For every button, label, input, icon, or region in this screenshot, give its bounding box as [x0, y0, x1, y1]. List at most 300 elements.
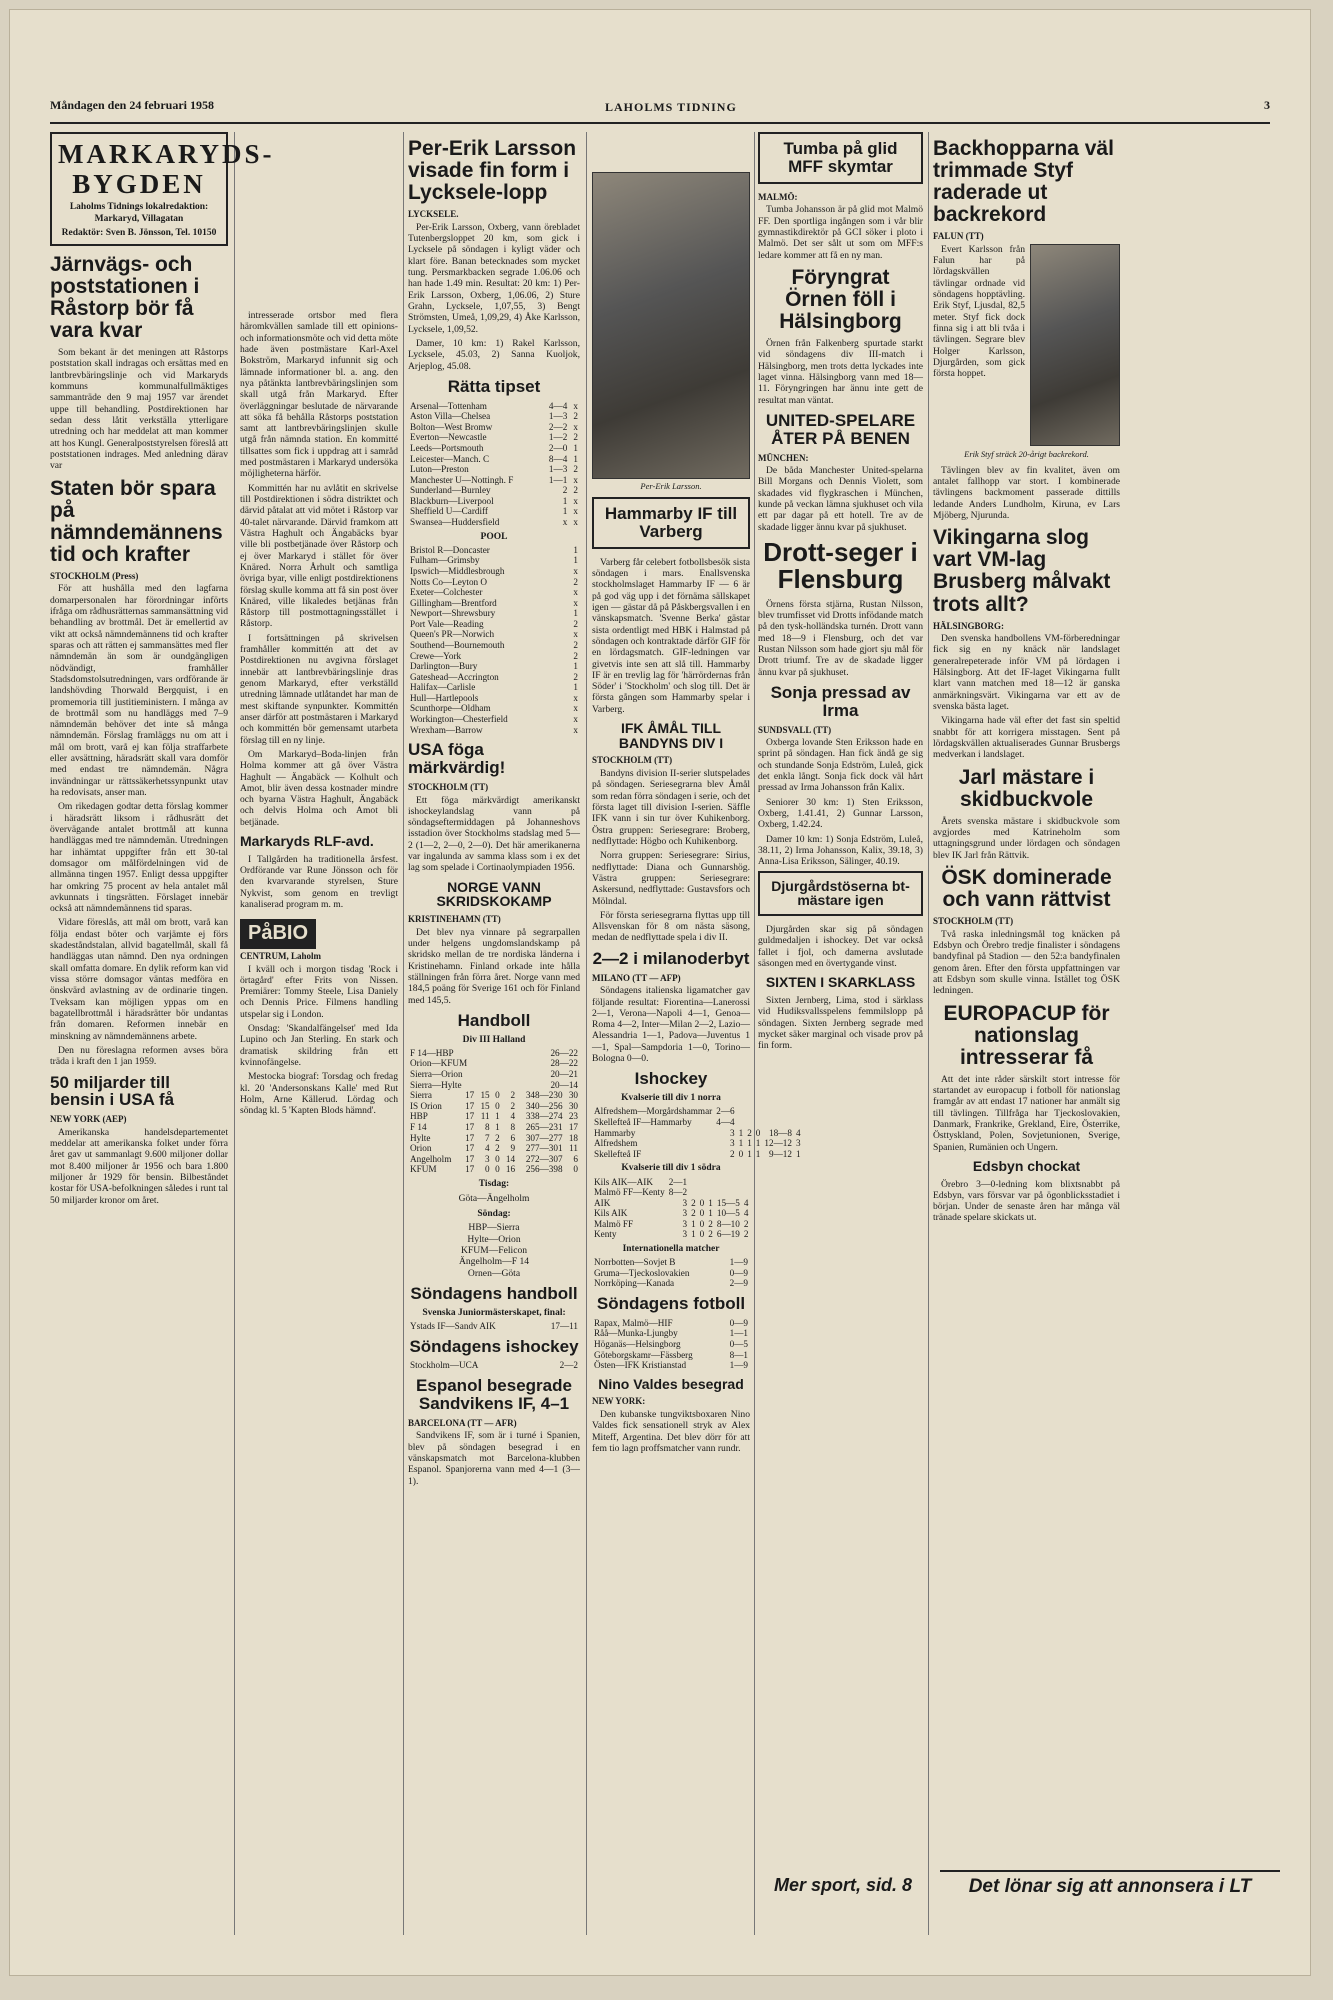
photo-caption: Per-Erik Larsson. — [640, 481, 702, 491]
headline-espanol: Espanol besegrade Sandvikens IF, 4–1 — [416, 1376, 572, 1413]
handboll-result-row — [408, 1058, 580, 1069]
handboll-table-row-cell: 0 — [485, 1164, 490, 1175]
ishockey-norra-row-cell: 0 — [755, 1127, 761, 1138]
article-paragraph: Två raska inledningsmål tog knäcken på Edsbyn och Örebro tredje finalister i söndagens bandyfinal på Stadion — den 52:a bandyfinalen genom åren. Efter den första uppfattningen var att Edsbyn som skulle vinna. Istället tog ÖSK ledningen. — [933, 928, 1120, 997]
ishockey-sodra-row-cell: 3 — [682, 1229, 688, 1240]
dateline: SUNDSVALL (TT) — [758, 724, 832, 735]
tipset-row-cell: Blackburn—Liverpool — [410, 495, 494, 506]
ishockey-result-row — [408, 1360, 580, 1371]
tipset-row-cell: 1—2 — [548, 432, 568, 443]
tumba-box — [758, 132, 923, 184]
headline-hammarby: Hammarby IF till Varberg — [604, 504, 738, 541]
ishockey-norra-row-cell: 2 — [730, 1148, 735, 1159]
pool-row-cell: Ipswich—Middlesbrough — [410, 565, 505, 576]
pool-row-cell: x — [573, 565, 578, 576]
handboll-table-row-cell: 30 — [568, 1100, 578, 1111]
ishockey-sodra-row-cell: AIK — [594, 1197, 611, 1208]
pool-row — [408, 608, 580, 619]
fotboll-row-cell: 8—1 — [729, 1349, 748, 1360]
handboll-table-row-cell: 17 — [465, 1143, 475, 1154]
ishockey-intl-row — [592, 1278, 750, 1289]
cinema-logo: PåBIO — [240, 919, 316, 949]
ishockey-norra-row-cell: 1 — [755, 1138, 761, 1149]
handboll-table-row-cell: KFUM — [410, 1164, 437, 1175]
dateline: HÄLSINGBORG: — [933, 620, 1005, 631]
headline-fotboll: Söndagens fotboll — [596, 1293, 746, 1313]
article-paragraph: Vidare föreslås, att mål om brott, varå kan följa endast böter och varjämte ej förs skadeståndstalan, allvid bagatellmål, skall få handläggas utan nämnd. Den nya ordningen skall omfatta domare. En dylik reform kan vid vissa större domsagor väntas medföra en önskvärd avlastning av de ordinarie tingen. Tveksam kan möjligen yppas om en bagatellbrottmål i häradsrätter bör undantas från domaren. Reformen innebär en minskning av nämndemännens arbete. — [50, 917, 228, 1042]
pool-row-cell: Southend—Bournemouth — [410, 640, 505, 650]
ishockey-intl-row-cell: 1—9 — [729, 1257, 748, 1268]
article-paragraph: Örnen från Falkenberg spurtade starkt vid söndagens div III-match i Hälsingborg, men trots detta lyckades inte laget vinna. Hälsingborg vann med 18—11. Föryngringen har ännu inte gett de resultat man väntat. — [758, 338, 923, 406]
dateline: MÜNCHEN: — [758, 452, 809, 463]
top-rule — [50, 122, 1270, 124]
handboll-table-row — [408, 1101, 580, 1112]
headline-valdes: Nino Valdes besegrad — [598, 1375, 744, 1392]
pool-table — [408, 545, 580, 735]
ishockey-norra-row-cell: 18—8 — [768, 1127, 792, 1138]
handboll-table-row-cell: Angelholm — [410, 1153, 452, 1164]
headline-sixten: SIXTEN I SKARKLASS — [765, 974, 916, 991]
tipset-row-cell: 2 — [573, 485, 578, 496]
fotboll-row-cell: Råå—Munka-Ljungby — [594, 1328, 678, 1339]
pool-row — [408, 672, 580, 683]
junior-results — [408, 1321, 580, 1332]
tipset-row-cell: x — [573, 400, 578, 411]
handboll-table-row-cell: 0 — [495, 1153, 500, 1164]
tipset-row-cell: Sheffield U—Cardiff — [410, 506, 488, 517]
tipset-row-cell: 1 — [573, 453, 578, 464]
ishockey-sodra-row — [592, 1208, 750, 1219]
photo-per-erik-larsson — [592, 172, 750, 479]
handboll-table-row-cell: Sierra — [410, 1090, 432, 1101]
column-rule — [928, 132, 929, 1935]
ishockey-sodra-row-cell: 1 — [708, 1208, 713, 1219]
handboll-table-row-cell: 348—230 — [525, 1090, 563, 1101]
article-paragraph: Den kubanske tungviktsboxaren Nino Valdes fick sensationell stryk av Alex Miteff, Argentina. Det blev dörr för att fem tio lagn proffsmatcher vann rundr. — [592, 1408, 750, 1454]
handboll-table-row-cell: 1 — [495, 1111, 500, 1122]
ishockey-sodra-row-cell: 2 — [743, 1229, 749, 1240]
ishockey-norra-row-cell: 9—12 — [768, 1148, 792, 1159]
dateline: NEW YORK: — [592, 1396, 646, 1407]
headline-ishockey: Ishockey — [634, 1069, 708, 1089]
fotboll-row — [592, 1339, 750, 1350]
dateline: STOCKHOLM (TT) — [592, 755, 673, 766]
headline-sonja: Sonja pressad av Irma — [770, 682, 911, 720]
article-paragraph: Oxberga lovande Sten Eriksson hade en sprint på söndagen. Han fick ändå ge sig och stundande Sonja Edström, Luleå, gick det enkla långt. Sonja fick dock väl hårt pressad av Irma Johansson från Kalix. — [758, 737, 923, 794]
handboll-results — [408, 1048, 580, 1090]
tipset-row-cell: Aston Villa—Chelsea — [410, 411, 491, 422]
ishockey-sodra-row — [592, 1187, 750, 1198]
handboll-table-row-cell: 9 — [510, 1143, 516, 1154]
pool-row-cell: Scunthorpe—Oldham — [410, 703, 491, 714]
sondag-match: Hylte—Orion — [467, 1233, 521, 1245]
tipset-row — [408, 401, 580, 412]
ishockey-sodra-row-cell: 0 — [699, 1229, 705, 1240]
article-paragraph: Som bekant är det meningen att Råstorps poststation skall indragas och ersättas med en lantbrevbäringslinje och vid Markaryds kommuns kommunalfullmäktiges sammanträde den 9 maj 1957 var ärendet uppe till behandling. Postdirektionen har sedan dess låtit verkställa ytterligare utredning och har meddelat att man kommer att hos Kungl. Generalpoststyrelsen föreslå att poststationen indrages. Med anledning därav var — [50, 347, 228, 472]
ishockey-norra-row-cell: 1 — [747, 1138, 752, 1149]
ishockey-norra-row-cell: Alfredshem — [594, 1138, 638, 1149]
pool-row-cell: Exeter—Colchester — [410, 587, 483, 598]
ishockey-norra-row-cell: Hammarby — [594, 1127, 636, 1138]
handboll-table-row-cell: 2 — [510, 1100, 516, 1111]
handboll-table-row-cell: 0 — [495, 1090, 500, 1101]
ishockey-sodra-row-cell: 4 — [743, 1208, 749, 1219]
tipset-row-cell: x — [573, 506, 578, 517]
tipset-row — [408, 432, 580, 443]
article-paragraph: Ett föga märkvärdigt amerikanskt ishockeylandslag vann på söndagseftermiddagen på Johanneshovs isstadion över Stockholms stadslag med 5—2 (1—2, 2—0, 2—0). Det här amerikanerna var ingalunda av samma klass som i ex det lag som spelade i Cortinaolympiaden 1956. — [408, 794, 580, 874]
ishockey-norra-row-cell: 4—4 — [716, 1117, 735, 1128]
handboll-division: Div III Halland — [462, 1034, 526, 1045]
fotboll-row-cell: Göteborgskamr—Fässberg — [594, 1349, 693, 1360]
ishockey-sodra-row-cell: Kils AIK—AIK — [594, 1176, 653, 1187]
pool-row-cell: 1 — [573, 682, 578, 693]
cinema-heading: CENTRUM, Laholm — [240, 950, 322, 961]
article-paragraph: Den svenska handbollens VM-förberedningar fick sig en ny knäck när landslaget generalrepeterade inför VM på lördagen i Hälsingborg. Att det IF-laget Vikingarna fullt klart vann matchen med 18—12 är ganska anmärkningsvärt. Vikingarna var ett av de svenska bästa laget. — [933, 633, 1120, 713]
article-paragraph: Seniorer 30 km: 1) Sten Eriksson, Oxberg, 1.41.41, 2) Gunnar Larsson, Oxberg, 1.42.24. — [758, 796, 923, 831]
headline-europacup: EUROPACUP för nationslag intresserar få — [943, 1001, 1110, 1069]
handboll-table-row-cell: 2 — [510, 1090, 516, 1101]
article-paragraph: Söndagens italienska ligamatcher gav följande resultat: Fiorentina—Lanerossi 2—1, Verona—Napoli 4—1, Genoa—Roma 4—2, Inter—Milan 2—2, Lazio—Alessandria 1—1, Padova—Juventus 1—1, Spal—Sampdoria 1—0, Torino—Bologna 0—0. — [592, 985, 750, 1065]
column-2 — [240, 310, 398, 1920]
ishockey-norra-row-cell: 2 — [747, 1127, 752, 1138]
handboll-result-row — [408, 1080, 580, 1091]
handboll-table-row — [408, 1111, 580, 1122]
article-paragraph: Kommittén har nu avlåtit en skrivelse till Postdirektionen i södra distriktet och därvid påtalat att vid mötet i Råstorp var 40-talet närvarande. Därvid framkom att Västra Haghult och Ängabäcks byar ville bli postbetjänade över Råstorp och ej över Markaryd i stället för över Knäred. Norra Århult och samtliga övriga byar, ville enligt postdirektionens förslag skulle komma att få sin post över Knäred, ville likaledes betjänas från Råstorp till postmottagningsstället i Råstorp. — [240, 482, 398, 630]
column-rule — [234, 132, 235, 1935]
tipset-row-cell: 2—0 — [548, 442, 568, 453]
ishockey-sodra-row-cell: 2 — [743, 1218, 749, 1229]
kvalserie-norra: Kvalserie till div 1 norra — [621, 1093, 721, 1104]
section-masthead: MARKARYDS-BYGDEN — [58, 139, 275, 199]
junior-result-row-cell: 17—11 — [550, 1321, 578, 1332]
handboll-table-row-cell: 307—277 — [525, 1132, 563, 1143]
fotboll-row-cell: 1—9 — [729, 1360, 748, 1371]
fotboll-row-cell: 0—5 — [729, 1338, 748, 1349]
article-paragraph: Att det inte råder särskilt stort intresse för startandet av europacup i fotboll för nationslag framgår av att endast 17 nationer har anmält sig till tävlingen. Tillfråga har Tjeckoslovakien, Danmark, Frankrike, Grekland, Eire, Österrike, Östtyskland, Polen, Sovjetunionen, Sverige, Spanien, Rumänien och Ungern. — [933, 1073, 1120, 1153]
pool-row-cell: Bristol R—Doncaster — [410, 544, 490, 555]
tipset-row-cell: 8—4 — [548, 453, 568, 464]
fotboll-row-cell: Rapax, Malmö—HIF — [594, 1317, 673, 1328]
tipset-row-cell: 1 — [573, 442, 578, 453]
ishockey-norra-row-cell: 1 — [755, 1148, 761, 1159]
pool-row — [408, 651, 580, 662]
article-paragraph: Om rikedagen godtar detta förslag kommer i häradsrätt liksom i rådhusrätt det övervägande antalet brottmål att kunna handläggas med tre nämndemän. Utredningen har inhämtat uppgifter från ett 30-tal domsagor om målfördelningen vid de allmänna tingen 1957. Enligt dessa uppgifter har omkring 75 procent av hela antalet mål avkunnats i tingsrätten. Förslaget innebär också att nämndemännens tid sparas. — [50, 801, 228, 915]
tipset-row-cell: 4—4 — [548, 400, 568, 411]
advertising-promo: Det lönar sig att annonsera i LT — [940, 1870, 1280, 1898]
handboll-table-row-cell: 272—307 — [525, 1153, 563, 1164]
handboll-table-row-cell: Orion — [410, 1143, 432, 1154]
handboll-table-row-cell: 17 — [465, 1100, 475, 1111]
ishockey-result-row-cell: 2—2 — [559, 1360, 578, 1371]
tipset-row — [408, 422, 580, 433]
pool-row — [408, 598, 580, 609]
handboll-table-row — [408, 1143, 580, 1154]
ishockey-sodra-row-cell: 8—10 — [716, 1218, 740, 1229]
headline-osk: ÖSK dominerade och vann rättvist — [941, 865, 1112, 911]
article-paragraph: Sixten Jernberg, Lima, stod i särklass vid Hudiksvallsspelens femmilslopp på söndagen. Sixten Jernberg segrade med mycket säker marginal och visade prov på fin form. — [758, 994, 923, 1052]
headline-rlf: Markaryds RLF-avd. — [240, 833, 374, 850]
handboll-table-row-cell: 17 — [568, 1121, 578, 1132]
ishockey-norra-row-cell: Alfredshem—Morgårdshammar — [594, 1106, 713, 1117]
ishockey-intl-row — [592, 1257, 750, 1268]
dateline: LYCKSELE. — [408, 209, 459, 220]
headline-larsson: Per-Erik Larsson visade fin form i Lycksele-lopp — [408, 137, 577, 205]
tisdag-heading: Tisdag: — [478, 1178, 510, 1189]
tipset-row-cell: 1—1 — [548, 474, 568, 485]
ishockey-sodra-row-cell: 2 — [691, 1197, 696, 1208]
pool-row-cell: x — [573, 587, 578, 598]
handboll-table-row-cell: HBP — [410, 1111, 428, 1122]
pool-row-cell: Hull—Hartlepools — [410, 692, 479, 703]
pool-row-cell: x — [573, 724, 578, 735]
handboll-result-row-cell: 28—22 — [550, 1058, 578, 1069]
article-paragraph: Norra gruppen: Seriesegrare: Sirius, nedflyttade: Diana och Gunnarshög. Västra gruppen: Seriesegrare: Askersund, nedflyttade: Gustavsfors och Mölndal. — [592, 850, 750, 907]
ishockey-sodra-row-cell: 8—2 — [668, 1187, 688, 1198]
cinema-listing: Mestocka biograf: Torsdag och fredag kl. 20 'Andersonskans Kalle' med Rut Holm, Arne Källerud. Lördag och söndag kl. 5 'Kapten Blods hämnd'. — [240, 1071, 398, 1117]
pool-row-cell: 2 — [573, 640, 578, 650]
article-paragraph: intresserade ortsbor med flera häromkvällen samlade till ett opinions- och informationsmöte och vid detta möte hade även postmästare Karl-Axel Bokström, Markaryd infunnit sig och lämnade informationer bl. a. ang. den nya påtänkta lantbrevbäringslinjen som skall utgå från Markaryd. Efter överläggningar beslutade de närvarande att söka få behålla Råstorps poststation samt att lantbrevbäringslinjen skulle utgå från nämnda station. En kommitté tillsattes som fick i uppdrag att i samråd med postmästaren i Markaryd undersöka möjligheterna härför. — [240, 310, 398, 480]
ishockey-norra-row-cell: 3 — [730, 1138, 735, 1149]
handboll-table-row-cell: 2 — [495, 1132, 500, 1143]
handboll-table-row-cell: 0 — [573, 1164, 578, 1175]
handboll-table-row-cell: IS Orion — [410, 1100, 442, 1111]
headline-drott: Drott-seger i Flensburg — [763, 537, 918, 595]
headline-edsbyn: Edsbyn chockat — [972, 1157, 1081, 1174]
pool-row-cell: Workington—Chesterfield — [410, 714, 508, 725]
article-paragraph: Årets svenska mästare i skidbuckvole som avgjordes med Katrineholm som uttagningsgrund under lördagen och söndagen blev IK Jarl från Rättvik. — [933, 815, 1120, 861]
pool-row-cell: Fulham—Grimsby — [410, 555, 480, 566]
handboll-table-row — [408, 1164, 580, 1175]
handboll-table-row-cell: 6 — [510, 1132, 516, 1143]
handboll-table-row-cell: 8 — [510, 1121, 516, 1132]
ishockey-norra-row-cell: 4 — [795, 1127, 801, 1138]
article-paragraph: I fortsättningen på skrivelsen framhåller kommittén att det av Postdirektionen nu avgivna förslaget innebär att lantbrevbäringslinje dras genom Markaryd, efter verkställd utredning lämnade utlåtandet har man de mest skiftande synpunkter. Kommittén anser därför att postmästaren i Markaryd och kommittén bör gemensamt utarbeta förslag till en ny linje. — [240, 632, 398, 746]
tipset-row-cell: 1 — [562, 506, 568, 517]
fotboll-row — [592, 1350, 750, 1361]
ishockey-intl-row-cell: 2—9 — [729, 1278, 748, 1289]
handboll-result-row — [408, 1069, 580, 1080]
pool-row — [408, 661, 580, 672]
pool-row-cell: Crewe—York — [410, 650, 462, 661]
ishockey-sodra-row-cell: 3 — [682, 1208, 688, 1219]
handboll-standings — [408, 1090, 580, 1175]
handboll-result-row-cell: 20—21 — [550, 1069, 578, 1080]
pool-row-cell: Newport—Shrewsbury — [410, 608, 496, 619]
pool-row — [408, 640, 580, 651]
column-1 — [50, 132, 275, 1922]
handboll-table-row-cell: 4 — [485, 1143, 490, 1154]
pool-row — [408, 703, 580, 714]
dateline: FALUN (TT) — [933, 231, 984, 242]
handboll-table-row-cell: 8 — [485, 1121, 490, 1132]
sondag-match: Ornen—Göta — [467, 1267, 521, 1279]
tipset-row-cell: Bolton—West Bromw — [410, 421, 493, 432]
ishockey-intl — [592, 1257, 750, 1289]
ishockey-sodra-row-cell: 15—5 — [716, 1197, 740, 1208]
article-paragraph: Bandyns division II-serier slutspelades på söndagen. Seriesegrarna blev Åmål som redan förra söndagen i serie, och det första laget till division I-serien. Säffle IFK vann i sin tur över Kuhikenborg. Östra gruppen: Seriesegrare: Broberg, nedflyttade: Högbo och Kuhikenborg. — [592, 768, 750, 847]
article-paragraph: I Tallgården ha traditionella årsfest. Ordförande var Rune Jönsson och för den kvarvarande styrelsen, Sture Nykvist, som genom en trevligt kanaliserad program m. m. — [240, 853, 398, 910]
column-5 — [758, 132, 923, 1852]
handboll-result-row-cell: Orion—KFUM — [410, 1058, 468, 1069]
ishockey-norra-row-cell: 3 — [795, 1138, 801, 1149]
tipset-row-cell: x — [573, 517, 578, 528]
sondag-match: Ängelholm—F 14 — [458, 1256, 530, 1268]
tipset-row — [408, 496, 580, 507]
tipset-row — [408, 485, 580, 496]
ishockey-sodra-row-cell: 0 — [699, 1218, 705, 1229]
tipset-row-cell: x — [562, 517, 568, 528]
handboll-table-row-cell: 17 — [465, 1153, 475, 1164]
article-paragraph: Per-Erik Larsson, Oxberg, vann örebladet Tutenbergsloppet 20 km, som gick i Lycksele på söndagen i kyligt väder och klart före. Banan betecknades som mycket tung. Persmarkbacken segrade 1.06.06 och han hade 1.49 min. Resultat: 20 km: 1) Per-Erik Larsson, Oxberg, 1,06.06, 2) Sture Grahn, Lycksele, 1,07,55, 3) Bengt Strömsten, Umeå, 1,09,29, 4) Åke Karlsson, Lycksele, 1,09,52. — [408, 221, 580, 335]
tipset-row — [408, 454, 580, 465]
headline-tumba: Tumba på glid MFF skymtar — [783, 139, 898, 176]
pool-row — [408, 682, 580, 693]
pool-row-cell: x — [573, 629, 578, 640]
ishockey-sodra-row-cell: 1 — [691, 1218, 696, 1229]
handboll-table-row-cell: 17 — [465, 1164, 475, 1175]
handboll-result-row-cell: Sierra—Orion — [410, 1069, 463, 1080]
pool-row-cell: x — [573, 703, 578, 714]
handboll-table-row-cell: 17 — [465, 1111, 475, 1122]
ishockey-sodra-row — [592, 1198, 750, 1209]
headline-bensin: 50 miljarder till bensin i USA få — [50, 1072, 175, 1110]
ishockey-sodra-row-cell: 2 — [691, 1208, 696, 1219]
tipset-row-cell: Everton—Newcastle — [410, 432, 487, 443]
ishockey-norra-row-cell: 1 — [738, 1138, 744, 1149]
ishockey-sodra-row-cell: 0 — [699, 1208, 705, 1219]
handboll-result-row-cell: 20—14 — [550, 1079, 578, 1090]
tipset-row-cell: Leicester—Manch. C — [410, 453, 490, 464]
ishockey-sodra-row-cell: Malmö FF — [594, 1218, 634, 1229]
sport-promo: Mer sport, sid. 8 — [773, 1875, 913, 1895]
dateline: STOCKHOLM (TT) — [408, 781, 489, 792]
handboll-table-row — [408, 1133, 580, 1144]
handboll-table-row-cell: 14 — [505, 1153, 516, 1164]
cinema-listing: I kväll och i morgon tisdag 'Rock i örtagård' efter Frits von Nissen. Premiärer: Tommy Steele, Lisa Daniely och Dennis Price. Filmens handling utspelar sig i London. — [240, 963, 398, 1020]
tipset-row — [408, 475, 580, 486]
handboll-table-row-cell: 338—274 — [525, 1111, 563, 1122]
article-paragraph: Sandvikens IF, som är i turné i Spanien, blev på söndagen besegrad i en vänskapsmatch mot Barcelona-klubben Espanol. Spanjorerna vann med 4—1 (3—1). — [408, 1430, 580, 1487]
pool-row — [408, 566, 580, 577]
dateline: KRISTINEHAMN (TT) — [408, 914, 501, 925]
pool-row — [408, 693, 580, 704]
ishockey-norra-row-cell: 3 — [730, 1127, 735, 1138]
handboll-table-row-cell: 4 — [510, 1111, 516, 1122]
headline-ornen: Föryngrat Örnen föll i Hälsingborg — [779, 265, 902, 333]
handboll-table-row-cell: 6 — [573, 1153, 578, 1164]
handboll-table-row-cell: F 14 — [410, 1121, 427, 1132]
article-paragraph: Amerikanska handelsdepartementet meddelar att amerikanska folket under förra året gav ut sammanlagt 9.600 miljoner dollar mot 8.400 miljoner år 1956 och bara 1.800 miljoner år 1929 för bensin. Bilbeståndet kostar för USA-befolkningen således i runt tal 50 miljarder kronor om året. — [50, 1126, 228, 1206]
pool-row-cell: x — [573, 692, 578, 703]
newspaper-page — [10, 10, 1310, 1975]
headline-backhoppare: Backhopparna väl trimmade Styf raderade ut backrekord — [933, 137, 1114, 227]
handboll-table-row-cell: 11 — [480, 1111, 490, 1122]
handboll-table-row-cell: 0 — [495, 1164, 500, 1175]
article-paragraph: Tumba Johansson är på glid mot Malmö FF. Den sportliga ingången som i vår blir gymnastikdirektör på GCI söker i ploto i Malmö. Det ser sålt ut som om MFF:s ledare kommer att få en ny man. — [758, 204, 923, 261]
article-paragraph: Tävlingen blev av fin kvalitet, även om antalet fallhopp var stort. I kombinerade tävlingens backmoment passerade dittills ledande Anders Lundholm, Kiruna, ev Lars Mjöberg, Njurunda. — [933, 464, 1120, 522]
pool-heading: POOL — [480, 531, 508, 542]
pool-row-cell: Gillingham—Brentford — [410, 597, 497, 608]
ishockey-sodra-row-cell: 1 — [691, 1229, 696, 1240]
pool-row-cell: Halifax—Carlisle — [410, 682, 476, 693]
handboll-table-row-cell: 30 — [568, 1090, 578, 1101]
ishockey-intl-row — [592, 1268, 750, 1279]
ishockey-norra-row-cell: 1 — [747, 1148, 752, 1159]
article-paragraph: Det blev nya vinnare på segrarpallen under helgens ungdomslandskamp på skridsko mellan de tre nordiska länderna i Kristinehamn. Finland orkade inte hålla ställningen från förra året. Norge vann med 184,5 poäng för Sverige 161 och för Finland med 145,5. — [408, 926, 580, 1006]
handboll-table-row — [408, 1154, 580, 1165]
headline-usa: USA föga märkvärdig! — [408, 740, 506, 778]
sondag-match: KFUM—Felicon — [460, 1245, 528, 1257]
tipset-row — [408, 464, 580, 475]
ishockey-intl-row-cell: Norrbotten—Sovjet B — [594, 1257, 676, 1268]
handboll-table-row — [408, 1090, 580, 1101]
ishockey-sodra-row — [592, 1219, 750, 1230]
handboll-result-row — [408, 1048, 580, 1059]
column-3 — [408, 132, 580, 1732]
pool-row — [408, 587, 580, 598]
ishockey-sodra-row-cell: 1 — [708, 1197, 713, 1208]
pool-row-cell: 1 — [573, 608, 578, 619]
pool-row-cell: Queen's PR—Norwich — [410, 629, 495, 640]
fotboll-row-cell: Höganäs—Helsingborg — [594, 1338, 681, 1349]
pool-row-cell: 1 — [573, 555, 578, 566]
tipset-row-cell: 2 — [573, 464, 578, 475]
pool-row-cell: x — [573, 714, 578, 725]
tipset-row-cell: Swansea—Huddersfield — [410, 517, 500, 528]
handboll-table-row-cell: 17 — [465, 1121, 475, 1132]
tipset-row-cell: Manchester U—Nottingh. F — [410, 474, 514, 485]
tipset-row-cell: 1—3 — [548, 464, 568, 475]
folio-date: Måndagen den 24 februari 1958 — [50, 98, 215, 112]
article-paragraph: Vikingarna hade väl efter det fast sin speltid snabbt för att korrigera misstagen. Sent på lördagskvällen aktualiserades Gunnar Brusbergs medverkan i landslaget. — [933, 715, 1120, 761]
ishockey-sodra-row-cell: 4 — [743, 1197, 749, 1208]
dateline: BARCELONA (TT — AFR) — [408, 1417, 517, 1428]
pool-row-cell: x — [573, 597, 578, 608]
headline-united: UNITED-SPELARE ÅTER PÅ BENEN — [765, 410, 916, 448]
headline-djurgarden: Djurgårdstöserna bt-mästare igen — [771, 877, 910, 909]
ishockey-sodra-row — [592, 1229, 750, 1240]
junior-final: Svenska Juniormästerskapet, final: — [422, 1307, 566, 1318]
pool-row — [408, 545, 580, 556]
sondag-heading: Söndag: — [477, 1209, 511, 1220]
pool-row — [408, 577, 580, 588]
tipset-row-cell: 2 — [573, 432, 578, 443]
headline-vikingarna: Vikingarna slog vart VM-lag Brusberg målvakt trots allt? — [933, 526, 1111, 616]
ishockey-sodra-row-cell: 0 — [699, 1197, 705, 1208]
handboll-table-row-cell: 0 — [495, 1100, 500, 1111]
tipset-row-cell: Sunderland—Burnley — [410, 485, 491, 496]
pool-row — [408, 725, 580, 736]
handboll-result-row-cell: Sierra—Hylte — [410, 1079, 462, 1090]
article-paragraph: Damer, 10 km: 1) Rakel Karlsson, Lycksele, 45.03, 2) Sanna Kuoljok, Arjeplog, 45.08. — [408, 337, 580, 372]
tipset-row-cell: 2—2 — [548, 421, 568, 432]
tipset-row-cell: 1 — [562, 495, 568, 506]
tipset-row-cell: x — [573, 421, 578, 432]
tipset-row-cell: x — [573, 474, 578, 485]
markaryds-bygden-box — [50, 132, 275, 246]
pool-row-cell: Port Vale—Reading — [410, 618, 484, 629]
pool-row-cell: 2 — [573, 671, 578, 682]
column-rule — [586, 132, 587, 1935]
pool-row-cell: Wrexham—Barrow — [410, 724, 483, 735]
cinema-listing: Onsdag: 'Skandalfängelset' med Ida Lupino och Jan Sterling. En stark och dramatisk skildring från ett kvinnofängelse. — [240, 1023, 398, 1069]
ishockey-sodra-row-cell: 2 — [708, 1229, 713, 1240]
handboll-table-row-cell: Hylte — [410, 1132, 431, 1143]
handboll-table-row-cell: 7 — [485, 1132, 490, 1143]
ishockey-sodra-row-cell: 2—1 — [668, 1176, 688, 1187]
handboll-table-row-cell: 340—256 — [525, 1100, 563, 1111]
tipset-row — [408, 443, 580, 454]
